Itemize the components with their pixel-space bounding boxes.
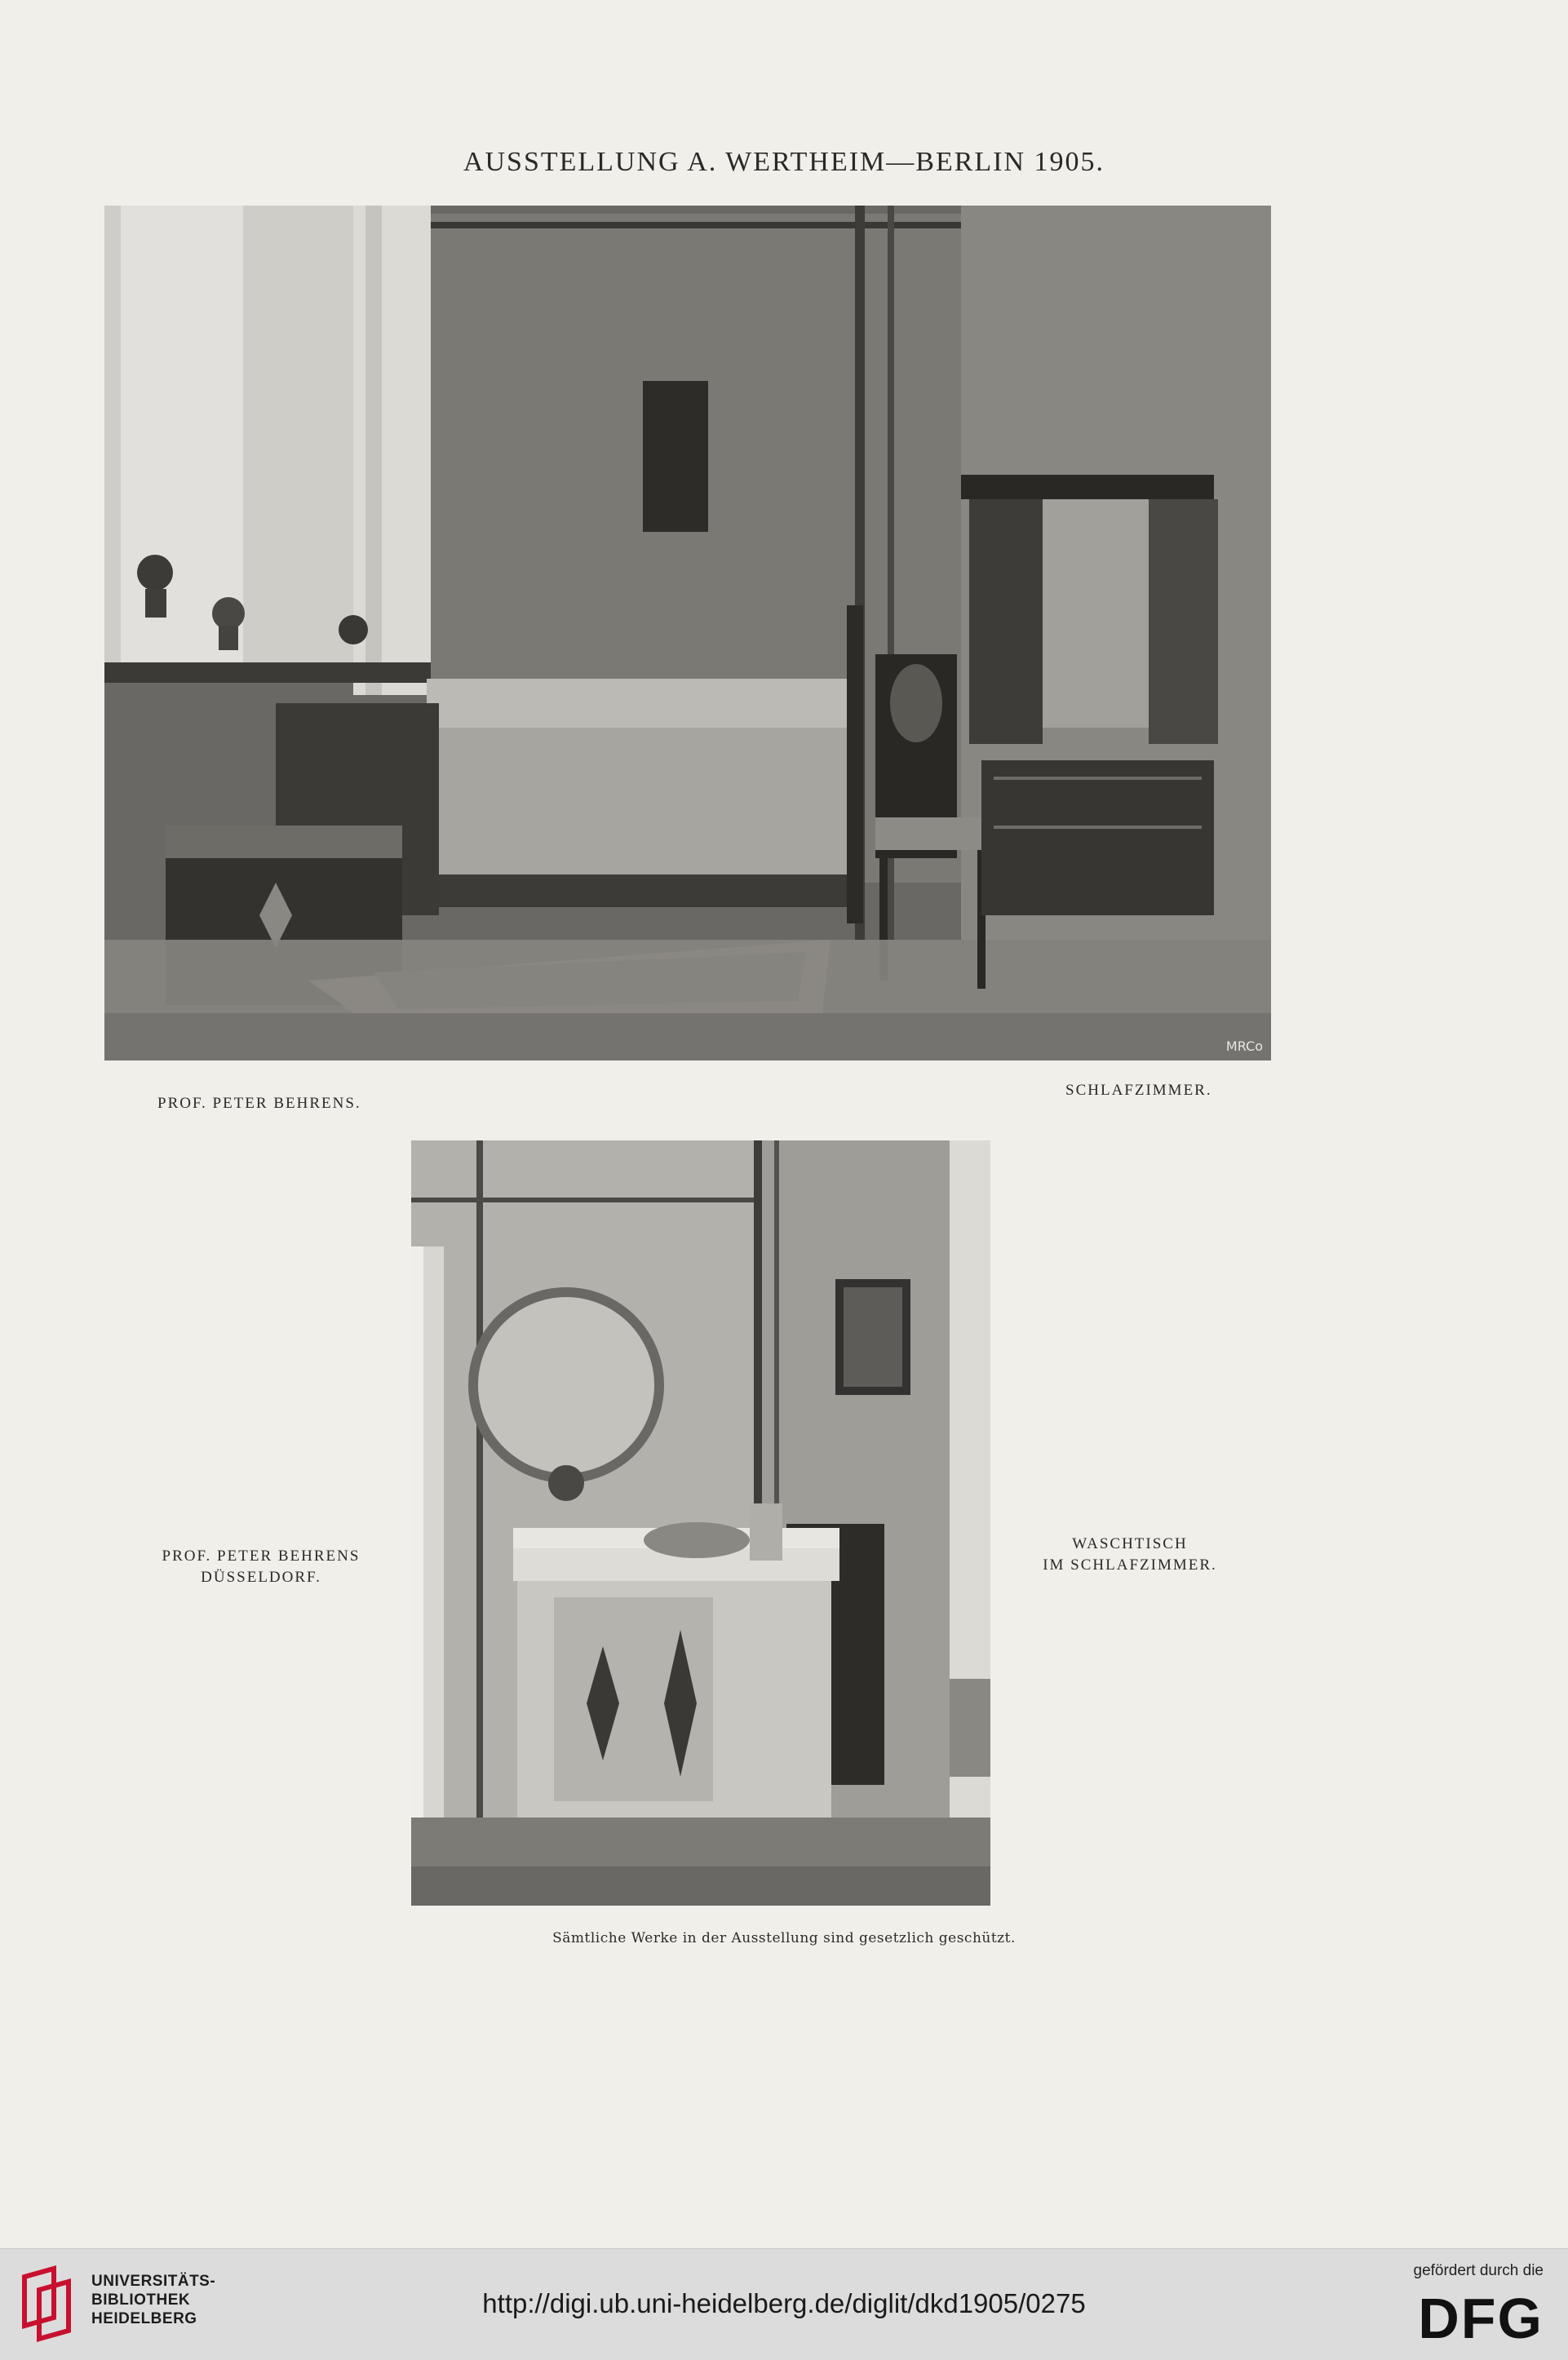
copyright-imprint: Sämtliche Werke in der Ausstellung sind gesetzlich geschützt. [552, 1930, 1016, 1946]
dfg-logo[interactable]: DFG [1418, 2287, 1544, 2350]
footer-bar [0, 2248, 1568, 2360]
photo2-caption-right-line2: IM SCHLAFZIMMER. [1043, 1556, 1217, 1574]
photo2-caption-right-line1: WASCHTISCH [1072, 1535, 1188, 1552]
library-name-line1: UNIVERSITÄTS- [91, 2273, 216, 2290]
photo2-caption-left-line2: DÜSSELDORF. [201, 1569, 321, 1586]
library-name-line2: BIBLIOTHEK [91, 2291, 191, 2309]
photo2-caption-left [122, 1546, 400, 1588]
photo2-caption-left-line1: PROF. PETER BEHRENS [162, 1548, 361, 1565]
photo1-caption-left: PROF. PETER BEHRENS. [157, 1095, 361, 1112]
washstand-photo [411, 1140, 990, 1906]
running-head: AUSSTELLUNG A. WERTHEIM—BERLIN 1905. [463, 147, 1105, 177]
photo-monogram: MRCo [1225, 1038, 1263, 1054]
document-url-link[interactable]: http://digi.ub.uni-heidelberg.de/diglit/dkd1905/0275 [482, 2288, 1086, 2318]
photo2-caption-right [999, 1534, 1260, 1576]
photo1-caption-right: SCHLAFZIMMER. [1065, 1082, 1212, 1099]
library-name-line3: HEIDELBERG [91, 2310, 197, 2327]
bedroom-photo-illustration [104, 206, 1271, 1060]
bedroom-photo [104, 206, 1271, 1060]
washstand-photo-illustration [411, 1140, 990, 1906]
sponsor-label: gefördert durch die [1413, 2262, 1544, 2279]
